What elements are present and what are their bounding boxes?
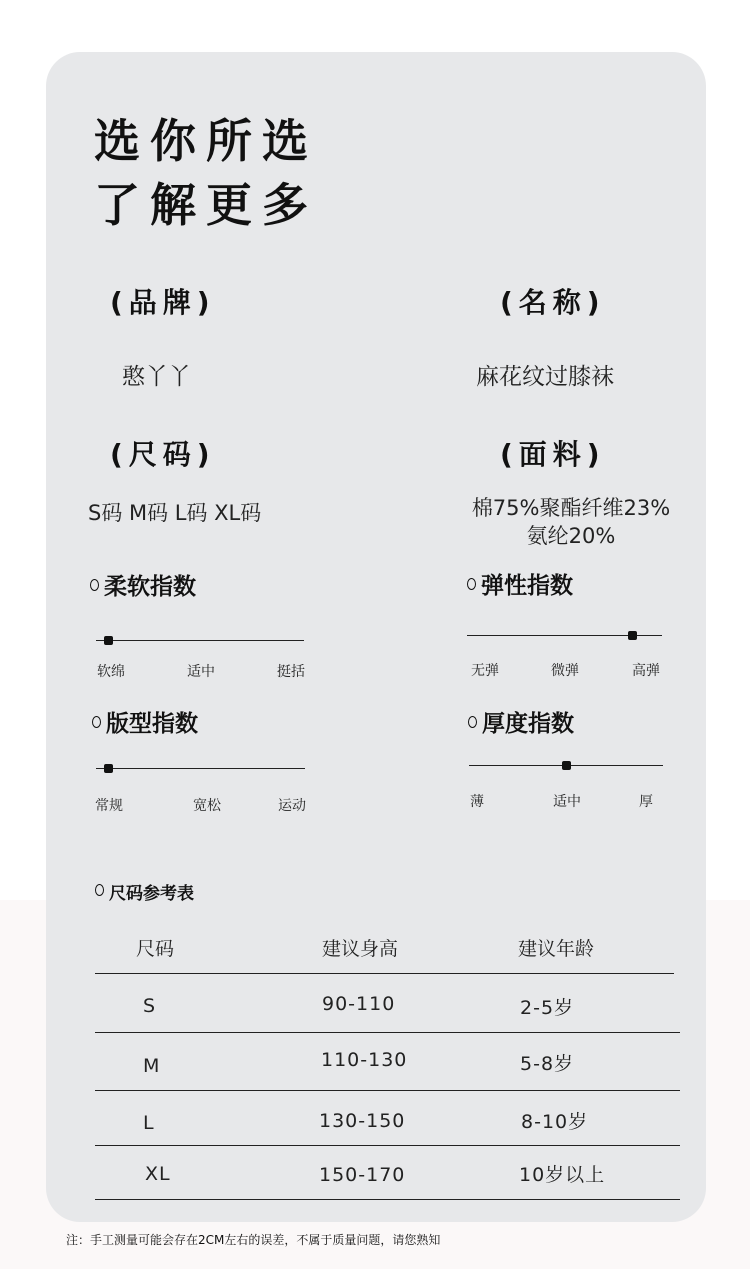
table-row-divider — [95, 1032, 680, 1033]
fit-tick-low: 常规 — [95, 798, 123, 814]
size-label: (尺码) — [110, 438, 216, 471]
table-row-xl-height: 150-170 — [319, 1164, 406, 1186]
circle-bullet-icon — [467, 578, 476, 590]
fabric-line-1: 棉75%聚酯纤维23% — [471, 496, 671, 520]
softness-tick-mid: 适中 — [187, 664, 215, 680]
brand-value: 憨丫丫 — [122, 364, 191, 390]
name-value: 麻花纹过膝袜 — [476, 364, 614, 390]
size-table-title-label: 尺码参考表 — [109, 884, 194, 904]
table-row-s-size: S — [143, 995, 157, 1017]
table-row-s-age: 2-5岁 — [520, 997, 575, 1019]
table-row-l-age: 8-10岁 — [521, 1111, 589, 1133]
table-header-age: 建议年龄 — [518, 938, 595, 960]
softness-track — [96, 640, 304, 641]
page-title-line1: 选你所选 — [94, 114, 318, 168]
fit-knob — [104, 764, 113, 773]
elasticity-index-title — [467, 567, 573, 600]
thickness-knob — [562, 761, 571, 770]
fit-track — [96, 768, 305, 769]
circle-bullet-icon — [92, 716, 101, 728]
thickness-tick-mid: 适中 — [553, 794, 581, 810]
elasticity-tick-high: 高弹 — [632, 663, 660, 679]
table-row-l-height: 130-150 — [319, 1110, 406, 1132]
fit-index-label: 版型指数 — [106, 711, 198, 737]
elasticity-index-label: 弹性指数 — [481, 573, 573, 599]
softness-knob — [104, 636, 113, 645]
fit-tick-high: 运动 — [278, 798, 306, 814]
softness-index-title — [90, 568, 196, 601]
thickness-index-title — [468, 705, 574, 738]
elasticity-knob — [628, 631, 637, 640]
size-value: S码 M码 L码 XL码 — [88, 501, 262, 525]
circle-bullet-icon — [90, 579, 99, 591]
table-header-height: 建议身高 — [322, 938, 399, 960]
size-table-title — [95, 879, 194, 904]
elasticity-tick-low: 无弹 — [471, 663, 499, 679]
table-row-xl-age: 10岁以上 — [519, 1164, 606, 1186]
softness-tick-high: 挺括 — [277, 664, 305, 680]
table-row-xl-size: XL — [145, 1163, 171, 1185]
circle-bullet-icon — [95, 884, 104, 896]
fabric-value — [464, 494, 678, 550]
table-row-s-height: 90-110 — [322, 993, 396, 1015]
thickness-tick-high: 厚 — [639, 794, 653, 810]
table-row-m-size: M — [143, 1055, 161, 1077]
thickness-index-label: 厚度指数 — [482, 711, 574, 737]
table-bottom-divider — [95, 1199, 680, 1200]
fabric-label: (面料) — [500, 438, 606, 471]
table-row-divider — [95, 1090, 680, 1091]
elasticity-tick-mid: 微弹 — [551, 663, 579, 679]
table-row-divider — [95, 1145, 680, 1146]
table-row-m-height: 110-130 — [321, 1049, 408, 1071]
brand-label: (品牌) — [110, 286, 216, 319]
table-header-divider — [95, 973, 674, 974]
circle-bullet-icon — [468, 716, 477, 728]
page-title-line2: 了解更多 — [94, 178, 318, 232]
fit-index-title — [92, 705, 198, 738]
table-row-m-age: 5-8岁 — [520, 1053, 575, 1075]
table-header-size: 尺码 — [136, 938, 175, 960]
footnote: 注：手工测量可能会存在2CM左右的误差，不属于质量问题，请您熟知 — [66, 1233, 441, 1247]
table-row-l-size: L — [143, 1112, 155, 1134]
thickness-tick-low: 薄 — [470, 794, 484, 810]
softness-tick-low: 软绵 — [97, 664, 125, 680]
softness-index-label: 柔软指数 — [104, 574, 196, 600]
fit-tick-mid: 宽松 — [193, 798, 221, 814]
fabric-line-2: 氨纶20% — [526, 524, 616, 548]
name-label: (名称) — [500, 286, 606, 319]
